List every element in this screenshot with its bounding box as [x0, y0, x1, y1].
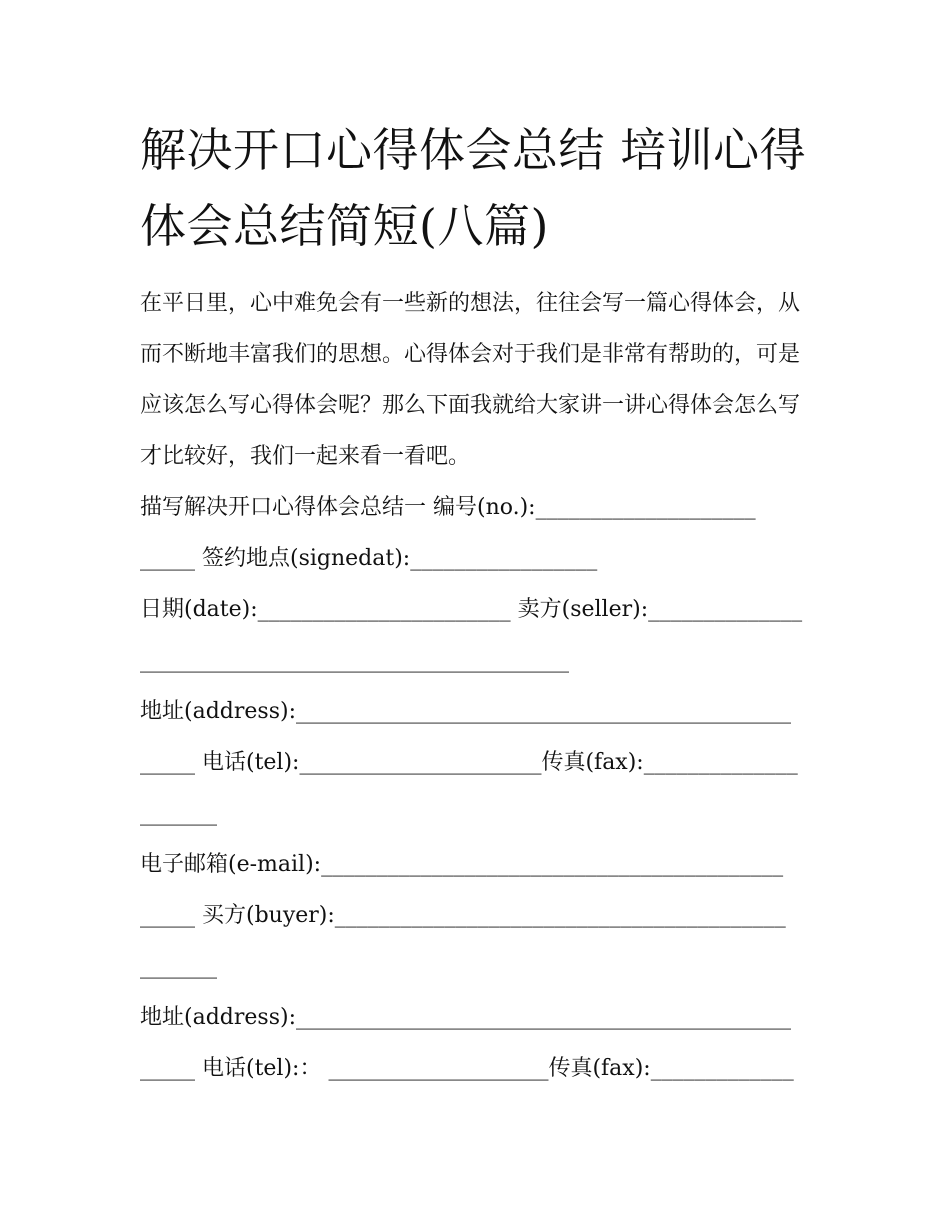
- form-line-signing-place: _____ 签约地点(signedat):_________________: [140, 546, 598, 571]
- form-line-date-seller: 日期(date):_______________________ 卖方(seller):______________: [140, 597, 803, 622]
- form-line-buyer-continuation: _______: [140, 954, 217, 979]
- form-line-fax-continuation: _______: [140, 801, 217, 826]
- form-line-buyer: _____ 买方(buyer):_________________________________________: [140, 903, 786, 928]
- form-line-email: 电子邮箱(e-mail):__________________________________________: [140, 852, 784, 877]
- form-line-seller-tel-fax: _____ 电话(tel):______________________传真(fax):______________: [140, 750, 798, 775]
- intro-paragraph: 在平日里，心中难免会有一些新的想法，往往会写一篇心得体会，从而不断地丰富我们的思想。心得体会对于我们是非常有帮助的，可是应该怎么写心得体会呢？那么下面我就给大家讲一讲心得体会怎么写才比较好，我们一起来看一看吧。: [140, 291, 801, 469]
- form-line-buyer-tel-fax: _____ 电话(tel):： ____________________传真(fax):_____________: [140, 1056, 794, 1081]
- document-title: 解决开口心得体会总结 培训心得体会总结简短(八篇): [140, 123, 807, 253]
- form-line-seller-continuation: _______________________________________: [140, 648, 569, 673]
- form-line-seller-address: 地址(address):_____________________________________________: [140, 699, 791, 724]
- form-line-buyer-address: 地址(address):_____________________________________________: [140, 1005, 791, 1030]
- document-content: [140, 112, 816, 1094]
- form-line-contract-number: 描写解决开口心得体会总结一 编号(no.):____________________: [140, 495, 756, 520]
- contract-form: [140, 482, 816, 1094]
